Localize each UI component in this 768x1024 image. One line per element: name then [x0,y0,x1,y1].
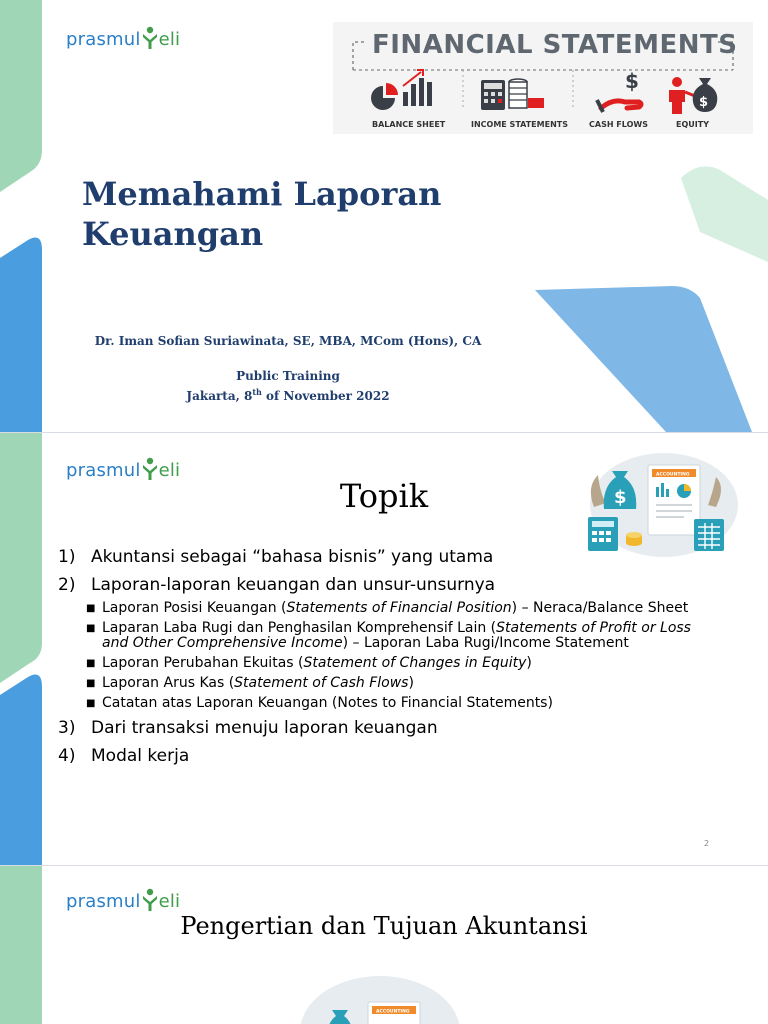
accounting-illustration [292,972,462,1024]
prasmul-eli-logo: prasmul eli [66,888,180,912]
topics-list [58,546,718,773]
subtopic-item-2: ■ Laparan Laba Rugi dan Penghasilan Komprehensif Lain (Statements of Profit or Loss and Other Comprehensive Income) – Laporan Laba Rugi/Income Statement [86,620,691,651]
banner-label-equity: EQUITY [676,120,709,129]
training-info: Public Training Jakarta, 8th of November 2022 [186,369,390,403]
title-slide [0,0,768,432]
banner-label-balance-sheet: BALANCE SHEET [372,120,446,129]
slide-title: Pengertian dan Tujuan Akuntansi [180,912,588,940]
illustration-label: ACCOUNTING [376,1009,410,1015]
accounting-illustration [576,447,738,559]
left-accent-shapes [0,866,42,1024]
topic-item-1: 1) Akuntansi sebagai “bahasa bisnis” yang utama [58,547,494,567]
slide-title: Topik [339,477,429,515]
presentation-title: Memahami Laporan Keuangan [82,175,442,253]
subtopic-item-5: ■ Catatan atas Laporan Keuangan (Notes to Financial Statements) [86,695,553,711]
banner-label-cash-flows: CASH FLOWS [589,120,648,129]
subtopic-item-3: ■ Laporan Perubahan Ekuitas (Statement of Changes in Equity) [86,655,532,671]
subtopic-item-4: ■ Laporan Arus Kas (Statement of Cash Flows) [86,675,414,691]
topics-slide [0,433,768,865]
svg-text:$: $ [699,95,709,110]
illustration-label: ACCOUNTING [656,472,690,478]
author-line: Dr. Iman Sofian Suriawinata, SE, MBA, MCom (Hons), CA [94,334,482,348]
person-logo-icon [142,888,158,912]
svg-text:$: $ [625,69,639,93]
svg-text:$: $ [614,487,627,508]
topic-item-3: 3) Dari transaksi menuju laporan keuangan [58,718,438,738]
subtopic-item-1: ■ Laporan Posisi Keuangan (Statements of Financial Position) – Neraca/Balance Sheet [86,600,689,616]
financial-statements-sublist [86,601,718,711]
banner-label-income-statements: INCOME STATEMENTS [471,120,568,129]
page-number: 2 [704,839,710,848]
definition-slide [0,866,768,1024]
prasmul-eli-logo: prasmul eli [66,457,180,481]
topic-item-2: 2) Laporan-laporan keuangan dan unsur-unsurnya [58,575,496,595]
banner-title: FINANCIAL STATEMENTS [372,30,738,60]
prasmul-eli-logo: prasmul eli [66,26,180,50]
topic-item-4: 4) Modal kerja [58,746,190,766]
